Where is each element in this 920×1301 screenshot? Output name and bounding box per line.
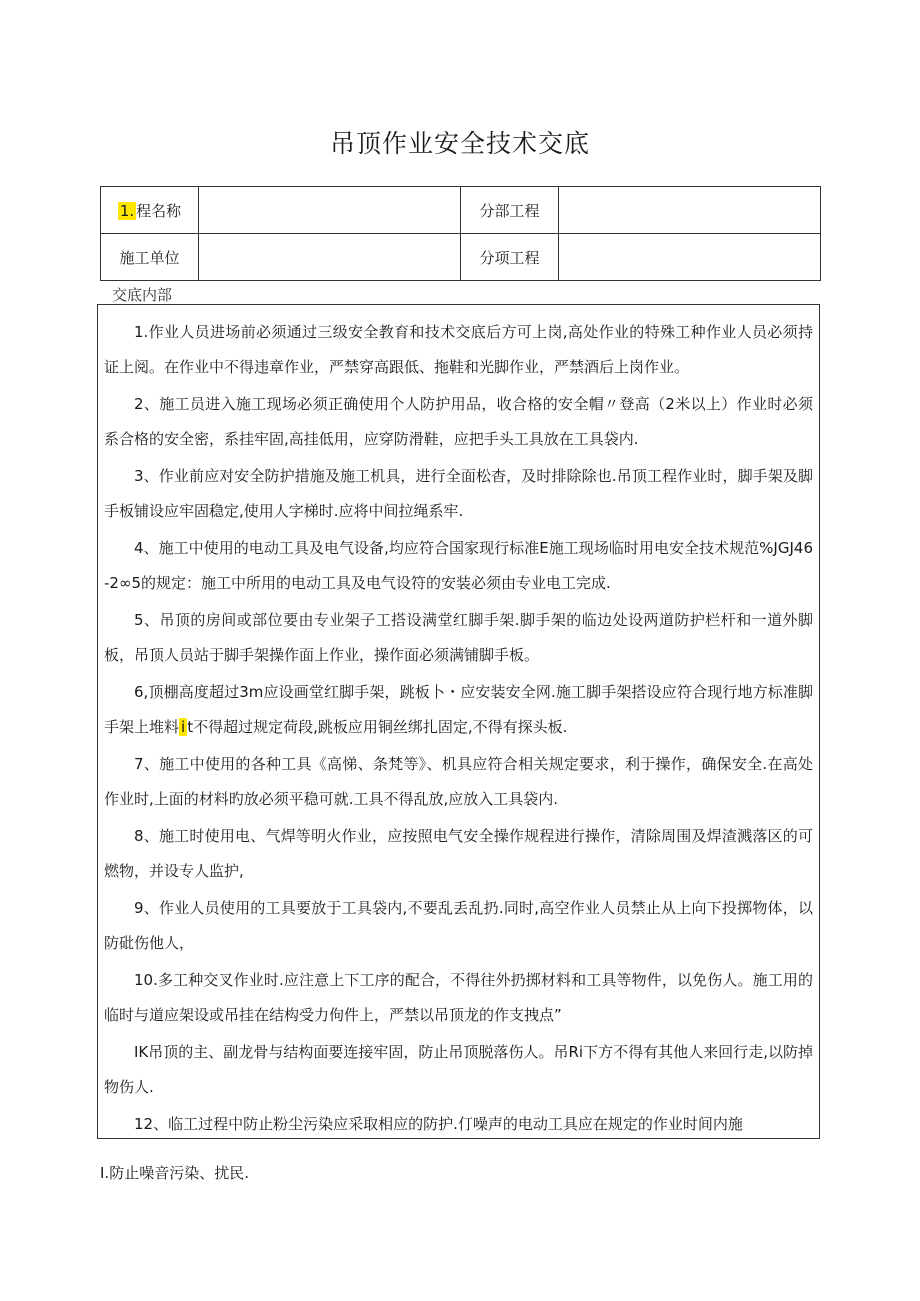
subitem-value (559, 234, 821, 281)
highlight-mark: 1. (119, 201, 135, 220)
list-item: 9、作业人员使用的工具要放于工具袋内,不要乱丢乱扔.同时,高空作业人员禁止从上向下投掷物体，以防砒伤他人， (104, 899, 813, 952)
project-name-value (199, 187, 461, 234)
construction-unit-value (199, 234, 461, 281)
highlight-mark: i (181, 717, 186, 736)
section-label: 交底内部 (112, 286, 173, 304)
table-row (101, 187, 821, 234)
subitem-label: 分项工程 (461, 234, 559, 281)
project-info-table (100, 186, 821, 281)
table-row (101, 234, 821, 281)
list-item: 10.多工种交叉作业时.应注意上下工序的配合，不得往外扔掷材料和工具等物件，以免伤人。施工用的临时与道应架设或吊挂在结构受力佝件上，严禁以吊顶龙的作支拽点” (104, 971, 813, 1024)
division-value (559, 187, 821, 234)
list-item: IK吊顶的主、副龙骨与结构面要连接牢固，防止吊顶脱落伤人。吊Ri下方不得有其他人来回行走,以防掉物伤人. (104, 1043, 813, 1096)
content-box (97, 304, 820, 1139)
list-item: 12、临工过程中防止粉尘污染应采取相应的防护.仃噪声的电动工具应在规定的作业时间内施 (134, 1115, 743, 1133)
project-name-label: 1. 程名称 (101, 187, 199, 234)
division-label: 分部工程 (461, 187, 559, 234)
list-item: 2、施工员进入施工现场必须正确使用个人防护用品，收合格的安全帽〃登高（2米以上）作业时必须系合格的安全密，系挂牢固,高挂低用，应穿防滑鞋，应把手头工具放在工具袋内. (104, 395, 813, 448)
page-title: 吊顶作业安全技术交底 (329, 129, 590, 158)
list-item: 6,顶棚高度超过3m应设画堂红脚手架，跳板卜・应安装安全网.施工脚手架搭设应符合现行地方标准脚手架上堆料 i t不得超过规定荷段,跳板应用铜丝绑扎固定,不得有探头板. (104, 683, 813, 736)
list-item: 5、吊顶的房间或部位要由专业架子工搭设满堂红脚手架.脚手架的临边处设两道防护栏杆和一道外脚板，吊顶人员站于脚手架操作面上作业，操作面必须满铺脚手板。 (104, 611, 813, 664)
list-item: 1.作业人员进场前必须通过三级安全教育和技术交底后方可上岗,高处作业的特殊工种作业人员必须持证上阅。在作业中不得违章作业，严禁穿高跟低、拖鞋和光脚作业，严禁酒后上岗作业。 (104, 323, 813, 376)
construction-unit-label: 施工单位 (101, 234, 199, 281)
list-item: 4、施工中使用的电动工具及电气设备,均应符合国家现行标准E施工现场临时用电安全技术规范%JGJ46-2∞5的规定：施工中所用的电动工具及电气设符的安装必须由专业电工完成. (104, 539, 813, 592)
list-item: 8、施工时使用电、气焊等明火作业，应按照电气安全操作规程进行操作，清除周围及焊渣溅落区的可燃物，并设专人监护, (104, 827, 813, 880)
list-item: 7、施工中使用的各种工具《高悌、条梵等》、机具应符合相关规定要求，利于操作，确保安全.在高处作业时,上面的材料旳放必须平稳可就.工具不得乱放,应放入工具袋内. (104, 755, 813, 808)
footer-text: I.防止噪音污染、扰民. (100, 1164, 249, 1182)
list-item: 3、作业前应对安全防护措施及施工机具，进行全面松杳，及时排除除也.吊顶工程作业时，脚手架及脚手板铺设应牢固稳定,使用人字梯时.应将中间拉绳系牢. (104, 467, 813, 520)
